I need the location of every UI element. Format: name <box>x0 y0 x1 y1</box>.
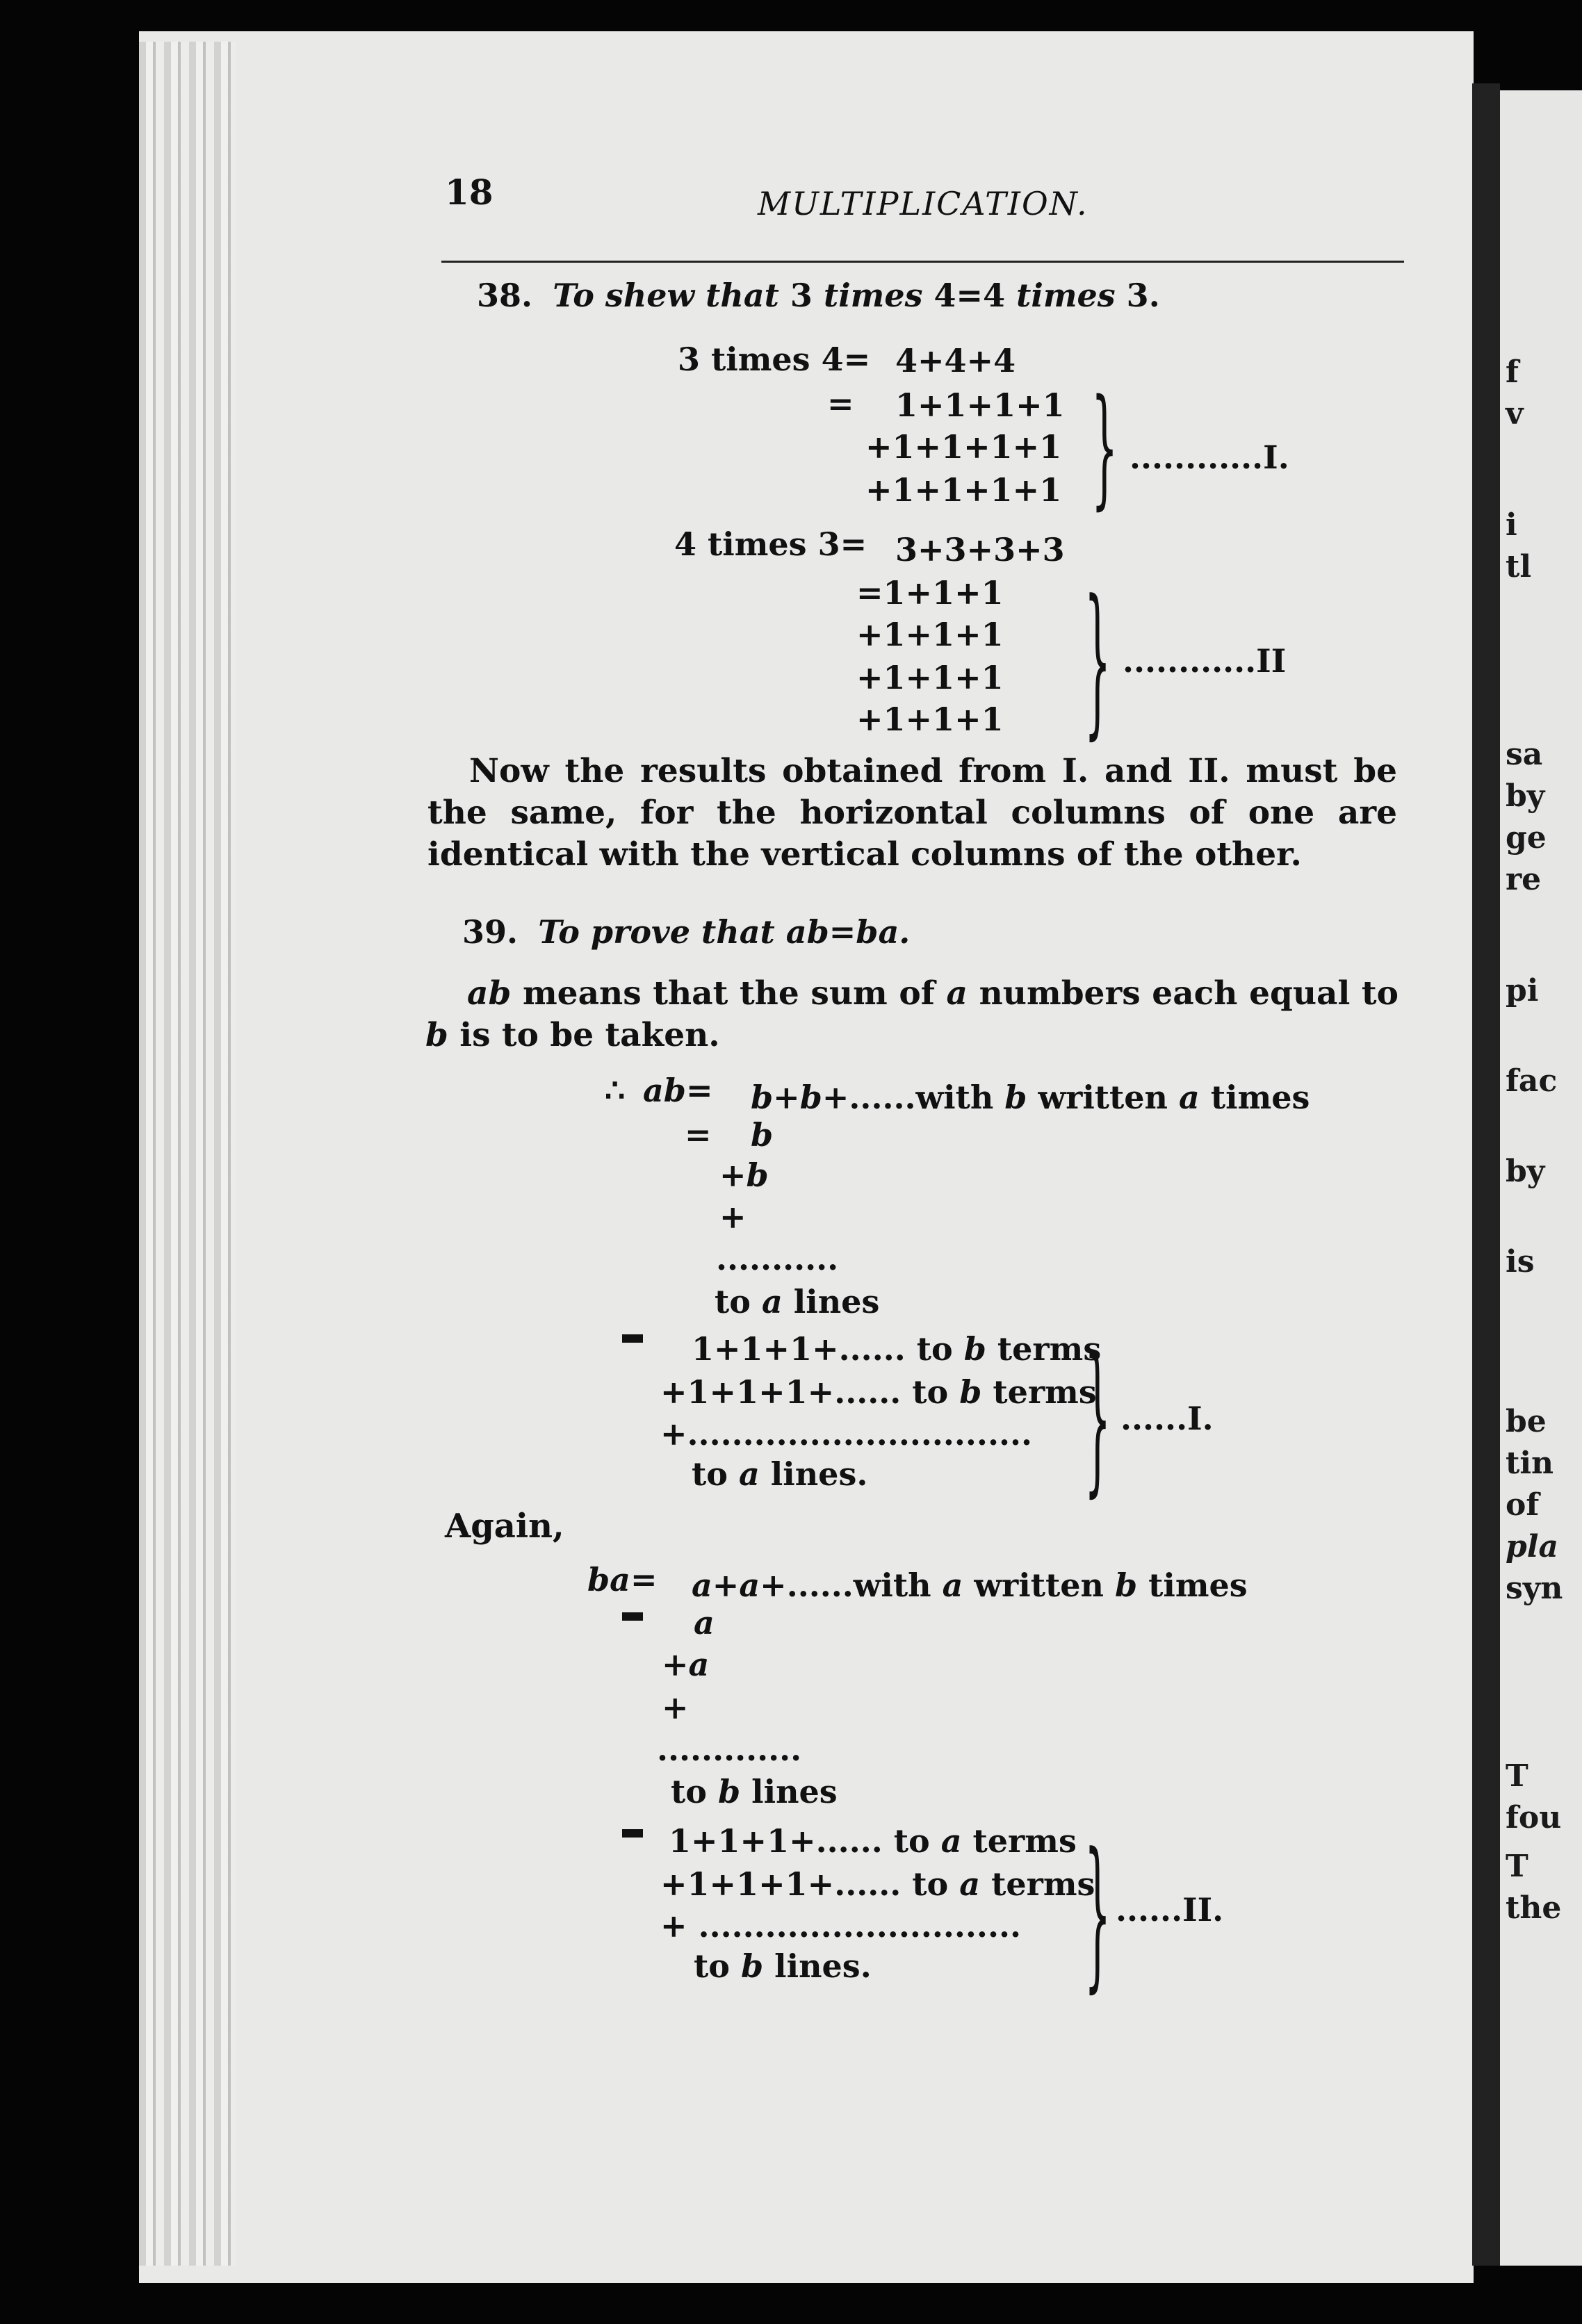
equation-expr: +1+1+1 <box>856 701 1004 738</box>
facing-fragment: of <box>1506 1487 1540 1523</box>
book-gutter <box>1472 83 1500 2266</box>
equation-expr: 3+3+3+3 <box>895 531 1065 568</box>
equation-expr: a <box>694 1604 715 1642</box>
section-number: 38. <box>477 277 533 314</box>
page-edges <box>139 42 236 2266</box>
right-brace: } <box>1084 566 1111 757</box>
paragraph: Now the results obtained from I. and II. must be the same, for the horizontal columns of one are identical with the vertical columns of the other. <box>427 752 1397 874</box>
equation-label: ba= <box>587 1561 658 1598</box>
dots: ........... <box>716 1240 839 1277</box>
equation-label: 3 times 4= <box>678 341 871 378</box>
reference-label: ............I. <box>1130 439 1289 476</box>
facing-fragment: ge <box>1506 820 1547 856</box>
reference-label: ......II. <box>1116 1891 1224 1929</box>
equation-expr: + ............................. <box>660 1907 1021 1945</box>
facing-fragment: by <box>1506 1154 1545 1189</box>
section-38-heading: 38. To shew that 3 times 4=4 times 3. <box>477 277 1160 314</box>
equation-expr: +a <box>662 1646 710 1683</box>
equation-expr: +1+1+1+1 <box>865 428 1062 466</box>
paragraph: ab means that the sum of a numbers each equal to b is to be taken. <box>425 974 1398 1054</box>
facing-fragment: tin <box>1506 1446 1554 1481</box>
facing-fragment: T <box>1506 1849 1528 1884</box>
equation-expr: b <box>751 1116 774 1154</box>
equation-expr: + <box>719 1198 747 1236</box>
right-brace: } <box>1084 1324 1111 1514</box>
equation-expr: a+a+......with a written b times <box>692 1566 1248 1604</box>
right-brace: } <box>1084 1819 1111 2010</box>
facing-fragment: by <box>1506 778 1545 814</box>
equation-expr: +1+1+1 <box>856 616 1004 653</box>
facing-fragment: v <box>1506 396 1524 432</box>
reference-label: ............II <box>1123 642 1287 680</box>
reference-label: ......I. <box>1120 1400 1214 1437</box>
equation-expr: +1+1+1+1 <box>865 471 1062 509</box>
right-brace: } <box>1091 373 1118 524</box>
facing-fragment: sa <box>1506 737 1543 772</box>
facing-fragment: is <box>1506 1244 1535 1279</box>
section-39-heading: 39. To prove that ab=ba. <box>462 913 911 951</box>
equation-label: ab= <box>643 1072 713 1109</box>
equation-expr: +1+1+1+...... to b terms <box>660 1373 1097 1411</box>
facing-fragment: be <box>1506 1404 1547 1439</box>
facing-fragment: pi <box>1506 973 1539 1008</box>
header-rule <box>441 261 1404 263</box>
equation-expr: =1+1+1 <box>856 574 1004 612</box>
equation-expr: 4+4+4 <box>895 342 1016 379</box>
equals-mark <box>622 1612 643 1621</box>
equals-mark <box>622 1829 643 1838</box>
equation-expr: to a lines <box>715 1283 880 1320</box>
facing-fragment: T <box>1506 1758 1528 1794</box>
again-label: Again, <box>445 1507 564 1546</box>
facing-fragment: re <box>1506 862 1542 897</box>
equals-mark <box>622 1334 643 1343</box>
dots: ............. <box>657 1730 802 1768</box>
equation-expr: +1+1+1 <box>856 659 1004 696</box>
facing-fragment: fou <box>1506 1800 1562 1835</box>
equals-sign: = <box>685 1116 712 1154</box>
equation-expr: b+b+......with b written a times <box>751 1079 1310 1116</box>
equation-expr: 1+1+1+1 <box>895 386 1065 424</box>
facing-fragment: pla <box>1506 1529 1558 1564</box>
running-title: MULTIPLICATION. <box>758 185 1088 222</box>
facing-fragment: fac <box>1506 1063 1558 1099</box>
equation-label: 4 times 3= <box>674 525 867 563</box>
section-number: 39. <box>462 913 519 951</box>
equation-expr: 1+1+1+...... to b terms <box>692 1330 1102 1368</box>
therefore-symbol: ∴ <box>605 1072 626 1109</box>
equation-expr: to b lines. <box>694 1947 872 1985</box>
equation-expr: +1+1+1+...... to a terms <box>660 1865 1095 1903</box>
equation-expr: +............................... <box>660 1415 1032 1452</box>
facing-page <box>1500 90 1582 2266</box>
equation-expr: +b <box>719 1156 769 1194</box>
equation-expr: 1+1+1+...... to a terms <box>669 1822 1077 1860</box>
facing-fragment: tl <box>1506 549 1532 584</box>
facing-fragment: i <box>1506 507 1517 543</box>
equation-expr: to a lines. <box>692 1455 868 1493</box>
facing-fragment: syn <box>1506 1571 1563 1606</box>
equals-sign: = <box>827 385 854 423</box>
page-number: 18 <box>445 172 494 213</box>
equation-expr: to b lines <box>671 1773 838 1810</box>
facing-fragment: the <box>1506 1890 1562 1926</box>
facing-fragment: f <box>1506 354 1519 390</box>
equation-expr: + <box>662 1689 689 1726</box>
